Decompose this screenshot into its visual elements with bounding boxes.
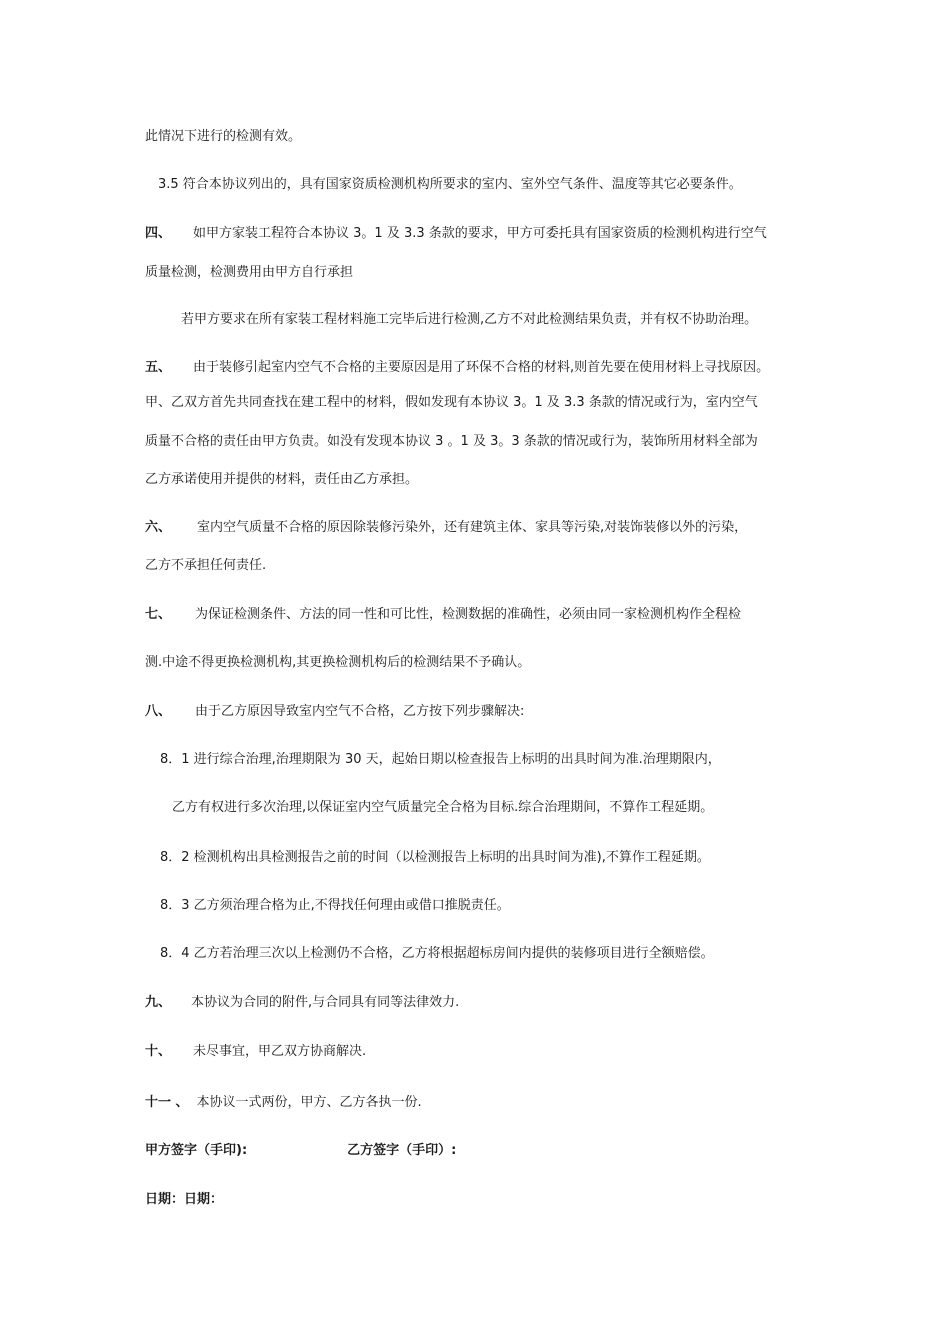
section-4-line-2 — [145, 264, 353, 282]
clause-8-3 — [160, 897, 510, 915]
text: 8．1 进行综合治理,治理期限为 30 天，起始日期以检查报告上标明的出具时间为准.治理期限内， — [160, 752, 721, 767]
text: 8．3 乙方须治理合格为止,不得找任何理由或借口推脱责任。 — [160, 898, 510, 913]
text: 室内空气质量不合格的原因除装修污染外，还有建筑主体、家具等污染,对装饰装修以外的污染， — [197, 520, 748, 535]
signature-line — [145, 1142, 456, 1160]
clause-3-5 — [158, 176, 742, 194]
date-label: 日期：日期： — [145, 1192, 224, 1207]
date-line — [145, 1191, 223, 1209]
section-4-line-3 — [181, 311, 757, 329]
clause-8-4 — [160, 945, 714, 963]
section-number: 八、 — [145, 704, 172, 719]
section-8-line-1 — [145, 703, 524, 721]
clause-8-1-line-1 — [160, 751, 721, 769]
clause-8-1-line-2 — [172, 799, 713, 817]
text: 如甲方家装工程符合本协议 3。1 及 3.3 条款的要求，甲方可委托具有国家资质的检测机构进行空气 — [193, 226, 767, 241]
party-b-signature-label: 乙方签字（手印）: — [347, 1143, 457, 1158]
text: 为保证检测条件、方法的同一性和可比性，检测数据的准确性，必须由同一家检测机构作全程检 — [195, 607, 742, 622]
text: 由于乙方原因导致室内空气不合格，乙方按下列步骤解决: — [195, 704, 525, 719]
section-number: 六、 — [145, 520, 172, 535]
section-number: 四、 — [145, 226, 172, 241]
section-6-line-1 — [145, 519, 747, 537]
section-10 — [145, 1043, 366, 1061]
text: 由于装修引起室内空气不合格的主要原因是用了环保不合格的材料,则首先要在使用材料上寻找原因。 — [193, 360, 770, 375]
text: 甲、乙双方首先共同查找在建工程中的材料，假如发现有本协议 3。1 及 3.3 条款的情况或行为，室内空气 — [145, 395, 758, 410]
section-5-line-4 — [145, 471, 418, 489]
text: 若甲方要求在所有家装工程材料施工完毕后进行检测,乙方不对此检测结果负责，并有权不协助治理。 — [181, 312, 758, 327]
text: 乙方不承担任何责任. — [145, 558, 267, 573]
text: 质量检测，检测费用由甲方自行承担 — [145, 265, 354, 280]
section-number: 九、 — [145, 995, 172, 1010]
section-6-line-2 — [145, 557, 266, 575]
section-5-line-1 — [145, 359, 769, 377]
text: 8．2 检测机构出具检测报告之前的时间（以检测报告上标明的出具时间为准),不算作工程延期。 — [160, 850, 710, 865]
party-a-signature-label: 甲方签字（手印): — [145, 1143, 248, 1158]
text: 3.5 符合本协议列出的，具有国家资质检测机构所要求的室内、室外空气条件、温度等其它必要条件。 — [158, 177, 742, 192]
section-5-line-2 — [145, 394, 758, 412]
section-number: 十、 — [145, 1044, 172, 1059]
section-number: 七、 — [145, 607, 172, 622]
text: 乙方有权进行多次治理,以保证室内空气质量完全合格为目标.综合治理期间，不算作工程延期。 — [172, 800, 714, 815]
text: 测.中途不得更换检测机构,其更换检测机构后的检测结果不予确认。 — [145, 655, 531, 670]
section-7-line-1 — [145, 606, 741, 624]
text: 8．4 乙方若治理三次以上检测仍不合格，乙方将根据超标房间内提供的装修项目进行全额赔偿。 — [160, 946, 714, 961]
section-11 — [145, 1094, 422, 1112]
section-4-line-1 — [145, 225, 767, 243]
text: 此情况下进行的检测有效。 — [145, 129, 302, 144]
text: 本协议一式两份，甲方、乙方各执一份. — [196, 1095, 422, 1110]
clause-8-2 — [160, 849, 710, 867]
section-number: 十一 、 — [145, 1095, 189, 1110]
section-number: 五、 — [145, 360, 172, 375]
section-9 — [145, 994, 459, 1012]
paragraph-line — [145, 128, 301, 146]
text: 乙方承诺使用并提供的材料，责任由乙方承担。 — [145, 472, 419, 487]
section-5-line-3 — [145, 433, 758, 451]
text: 质量不合格的责任由甲方负责。如没有发现本协议 3 。1 及 3。3 条款的情况或行为，装饰所用材料全部为 — [145, 434, 758, 449]
section-7-line-2 — [145, 654, 530, 672]
text: 未尽事宜，甲乙双方协商解决. — [193, 1044, 367, 1059]
text: 本协议为合同的附件,与合同具有同等法律效力. — [191, 995, 460, 1010]
